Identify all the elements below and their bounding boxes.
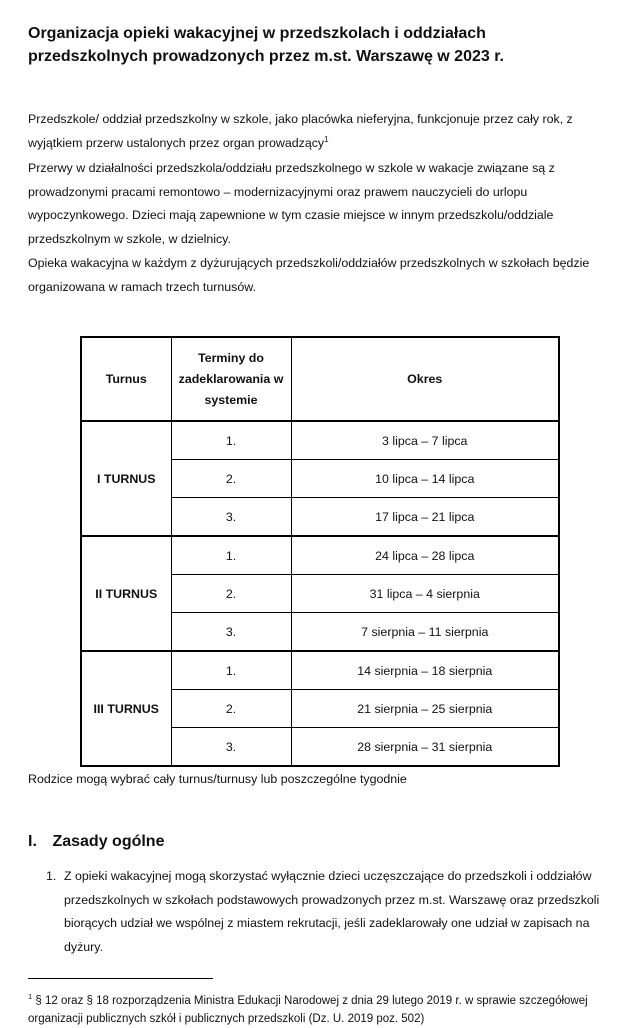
term-period: 10 lipca – 14 lipca xyxy=(291,460,559,498)
intro-paragraph-2: Przerwy w działalności przedszkola/oddziału przedszkolnego w szkole w wakacje związane są z prowadzonymi pracami remontowo – modernizacyjnymi oraz prawem nauczycieli do urlopu wypoczynkowego. Dzieci mają zapewnione w tym czasie miejsce w innym przedszkolu/oddziale przedszkolnym w szkole, w dzielnicy. xyxy=(28,161,555,246)
term-period: 7 sierpnia – 11 sierpnia xyxy=(291,613,559,652)
section-heading xyxy=(28,833,164,851)
schedule-table xyxy=(80,336,560,767)
term-number: 3. xyxy=(171,728,291,767)
term-period: 24 lipca – 28 lipca xyxy=(291,536,559,575)
footnote xyxy=(28,988,608,1028)
footnote-reference[interactable]: 1 xyxy=(324,134,329,144)
term-period: 31 lipca – 4 sierpnia xyxy=(291,575,559,613)
term-period: 21 sierpnia – 25 sierpnia xyxy=(291,690,559,728)
intro-paragraph-3: Opieka wakacyjna w każdym z dyżurujących przedszkoli/oddziałów przedszkolnych w szkołach będzie organizowana w ramach trzech turnusów. xyxy=(28,256,590,294)
table-note: Rodzice mogą wybrać cały turnus/turnusy lub poszczególne tygodnie xyxy=(28,772,407,786)
term-period: 28 sierpnia – 31 sierpnia xyxy=(291,728,559,767)
section-title: Zasady ogólne xyxy=(52,833,165,850)
term-period: 3 lipca – 7 lipca xyxy=(291,421,559,460)
header-terms: Terminy do zadeklarowania w systemie xyxy=(171,337,291,421)
table-row xyxy=(81,536,559,575)
header-turnus: Turnus xyxy=(81,337,171,421)
term-number: 2. xyxy=(171,575,291,613)
term-number: 3. xyxy=(171,498,291,537)
page-title: Organizacja opieki wakacyjnej w przedszkolach i oddziałach przedszkolnych prowadzonych przez m.st. Warszawę w 2023 r. xyxy=(28,25,504,65)
footnote-divider xyxy=(28,978,213,979)
term-period: 14 sierpnia – 18 sierpnia xyxy=(291,651,559,690)
intro-paragraph-1 xyxy=(28,108,603,155)
header-period: Okres xyxy=(291,337,559,421)
section-number: I. xyxy=(28,833,37,850)
term-number: 2. xyxy=(171,690,291,728)
list-item-number: 1. xyxy=(46,869,57,883)
term-number: 3. xyxy=(171,613,291,652)
term-number: 2. xyxy=(171,460,291,498)
paragraph-text: Przedszkole/ oddział przedszkolny w szkole, jako placówka nieferyjna, funkcjonuje przez cały rok, z wyjątkiem przerw ustalonych przez organ prowadzący xyxy=(28,112,573,150)
table-row xyxy=(81,651,559,690)
term-number: 1. xyxy=(171,651,291,690)
term-number: 1. xyxy=(171,421,291,460)
term-period: 17 lipca – 21 lipca xyxy=(291,498,559,537)
table-row xyxy=(81,421,559,460)
footnote-text: § 12 oraz § 18 rozporządzenia Ministra Edukacji Narodowej z dnia 29 lutego 2019 r. w sprawie szczegółowej organizacji publicznych szkół i publicznych przedszkoli (Dz. U. 2019 poz. 502) xyxy=(28,994,588,1025)
turnus-label: I TURNUS xyxy=(81,421,171,536)
turnus-label: III TURNUS xyxy=(81,651,171,766)
term-number: 1. xyxy=(171,536,291,575)
list-item xyxy=(46,865,606,959)
footnote-number: 1 xyxy=(28,992,33,1001)
table-header-row xyxy=(81,337,559,421)
list-item-text: Z opieki wakacyjnej mogą skorzystać wyłącznie dzieci uczęszczające do przedszkoli i oddziałów przedszkolnych w szkołach podstawowych prowadzonych przez m.st. Warszawę oraz przedszkoli biorących udział we wspólnej z miastem rekrutacji, jeśli zadeklarowały one udział w zapisach na dyżury. xyxy=(64,869,600,954)
turnus-label: II TURNUS xyxy=(81,536,171,651)
